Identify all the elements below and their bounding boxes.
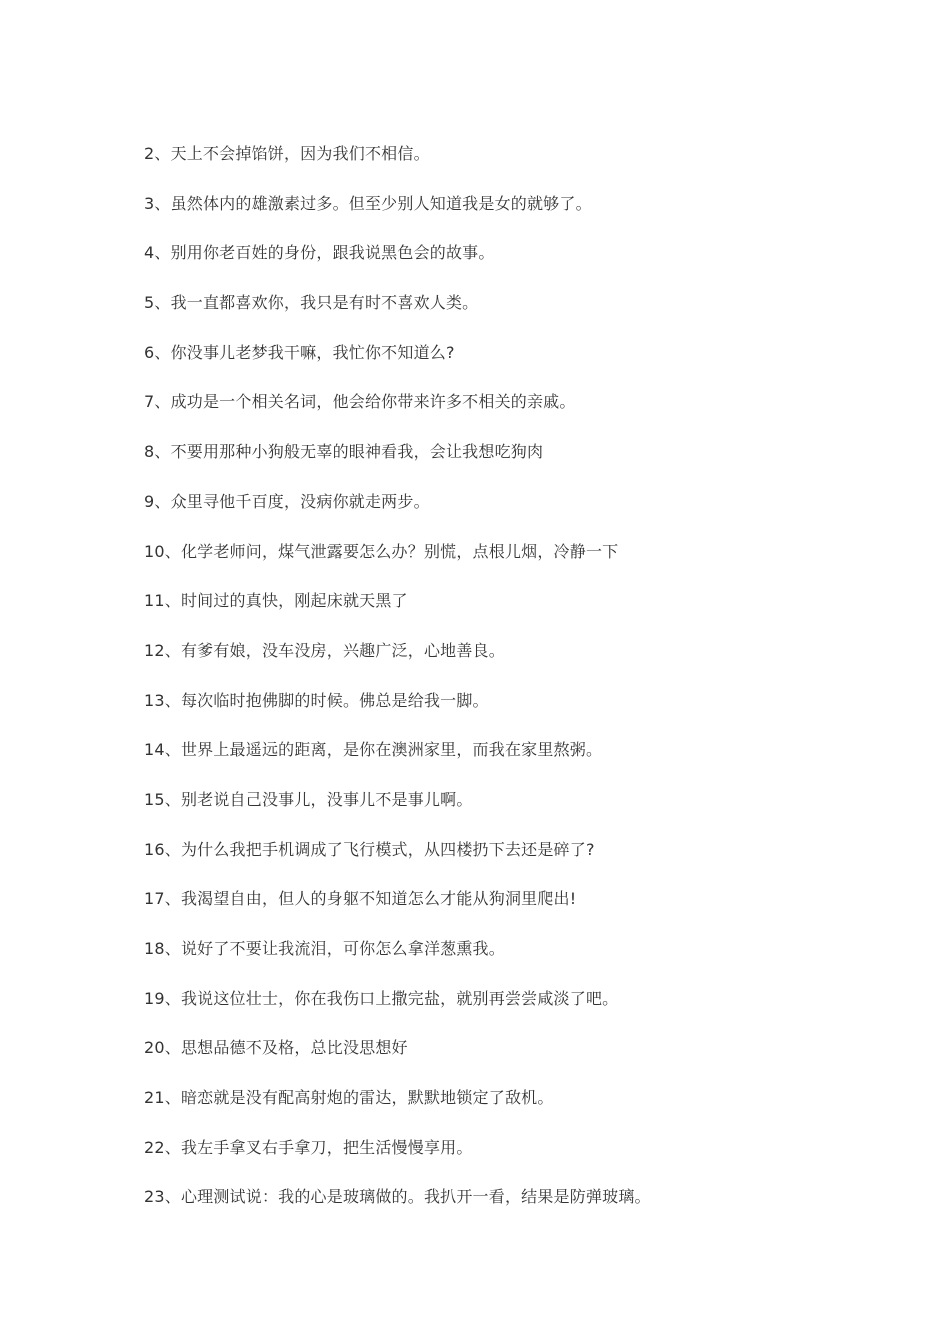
list-item: 23、心理测试说：我的心是玻璃做的。我扒开一看，结果是防弹玻璃。 xyxy=(144,1187,651,1207)
list-item: 12、有爹有娘，没车没房，兴趣广泛，心地善良。 xyxy=(144,640,505,660)
list-item: 16、为什么我把手机调成了飞行模式，从四楼扔下去还是碎了? xyxy=(144,839,595,859)
list-item: 18、说好了不要让我流泪，可你怎么拿洋葱熏我。 xyxy=(144,939,505,958)
list-item: 3、虽然体内的雄激素过多。但至少别人知道我是女的就够了。 xyxy=(144,193,592,213)
list-item: 19、我说这位壮士，你在我伤口上撒完盐，就别再尝尝咸淡了吧。 xyxy=(144,988,619,1008)
list-item: 9、众里寻他千百度，没病你就走两步。 xyxy=(144,491,430,511)
list-item: 8、不要用那种小狗般无辜的眼神看我，会让我想吃狗肉 xyxy=(144,442,544,462)
joke-list xyxy=(144,140,651,1233)
list-item: 14、世界上最遥远的距离，是你在澳洲家里，而我在家里熬粥。 xyxy=(144,740,603,760)
list-item: 11、时间过的真快，刚起床就天黑了 xyxy=(144,591,408,611)
list-item: 2、天上不会掉馅饼，因为我们不相信。 xyxy=(144,144,430,163)
list-item: 22、我左手拿叉右手拿刀，把生活慢慢享用。 xyxy=(144,1137,473,1157)
list-item: 10、化学老师问，煤气泄露要怎么办？别慌，点根儿烟，冷静一下 xyxy=(144,541,619,561)
list-item: 4、别用你老百姓的身份，跟我说黑色会的故事。 xyxy=(144,243,495,263)
list-item: 5、我一直都喜欢你，我只是有时不喜欢人类。 xyxy=(144,293,479,313)
list-item: 15、别老说自己没事儿，没事儿不是事儿啊。 xyxy=(144,789,473,809)
list-item: 21、暗恋就是没有配高射炮的雷达，默默地锁定了敌机。 xyxy=(144,1088,554,1108)
list-item: 17、我渴望自由，但人的身躯不知道怎么才能从狗洞里爬出! xyxy=(144,889,577,909)
list-item: 20、思想品德不及格，总比没思想好 xyxy=(144,1038,408,1058)
list-item: 6、你没事儿老梦我干嘛，我忙你不知道么? xyxy=(144,342,455,362)
list-item: 13、每次临时抱佛脚的时候。佛总是给我一脚。 xyxy=(144,690,489,710)
list-item: 7、成功是一个相关名词，他会给你带来许多不相关的亲戚。 xyxy=(144,392,576,412)
